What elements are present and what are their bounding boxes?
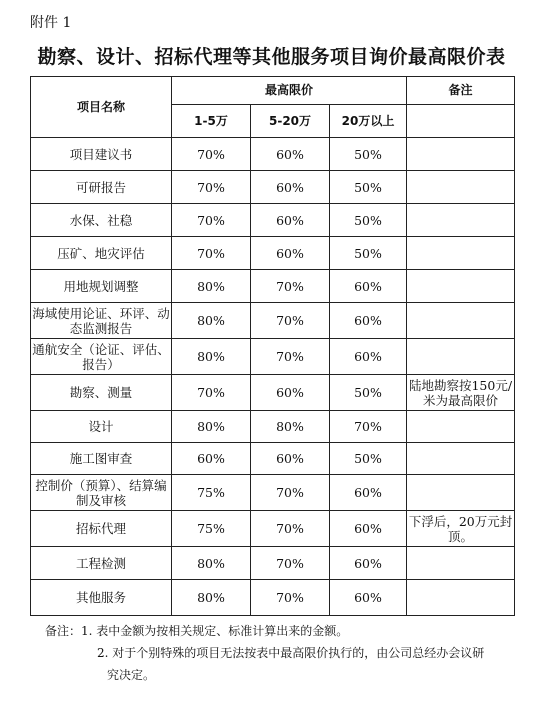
value-tier-3: 50%	[330, 138, 407, 171]
table-row	[31, 303, 515, 339]
row-remark	[407, 270, 515, 303]
row-name: 可研报告	[31, 171, 172, 204]
row-remark	[407, 475, 515, 511]
header-tier-1: 1-5万	[172, 105, 251, 138]
value-tier-2: 70%	[251, 270, 330, 303]
value-tier-1: 80%	[172, 270, 251, 303]
note-2-line-2: 究决定。	[107, 668, 156, 682]
value-tier-1: 70%	[172, 171, 251, 204]
value-tier-1: 80%	[172, 339, 251, 375]
value-tier-1: 60%	[172, 443, 251, 475]
value-tier-2: 80%	[251, 411, 330, 443]
header-project-name: 项目名称	[31, 77, 172, 138]
header-max-limit: 最高限价	[172, 77, 407, 105]
row-remark	[407, 339, 515, 375]
value-tier-2: 70%	[251, 339, 330, 375]
table-row	[31, 411, 515, 443]
row-name: 招标代理	[31, 511, 172, 547]
value-tier-3: 50%	[330, 171, 407, 204]
value-tier-2: 70%	[251, 303, 330, 339]
header-tier-3: 20万以上	[330, 105, 407, 138]
value-tier-1: 70%	[172, 237, 251, 270]
value-tier-1: 70%	[172, 375, 251, 411]
value-tier-3: 70%	[330, 411, 407, 443]
row-name: 项目建议书	[31, 138, 172, 171]
value-tier-2: 60%	[251, 237, 330, 270]
table-row	[31, 270, 515, 303]
value-tier-2: 70%	[251, 511, 330, 547]
table-row	[31, 443, 515, 475]
row-name: 通航安全（论证、评估、报告）	[31, 339, 172, 375]
value-tier-1: 75%	[172, 511, 251, 547]
row-name: 水保、社稳	[31, 204, 172, 237]
value-tier-3: 60%	[330, 475, 407, 511]
value-tier-1: 80%	[172, 547, 251, 580]
value-tier-3: 50%	[330, 443, 407, 475]
value-tier-3: 50%	[330, 204, 407, 237]
price-limit-table	[30, 76, 515, 616]
value-tier-3: 60%	[330, 547, 407, 580]
value-tier-3: 50%	[330, 237, 407, 270]
value-tier-2: 60%	[251, 171, 330, 204]
value-tier-1: 80%	[172, 580, 251, 616]
row-name: 施工图审查	[31, 443, 172, 475]
page-title: 勘察、设计、招标代理等其他服务项目询价最高限价表	[37, 46, 506, 68]
value-tier-3: 60%	[330, 511, 407, 547]
table-row	[31, 580, 515, 616]
row-remark	[407, 443, 515, 475]
note-1: 备注：1. 表中金额为按相关规定、标准计算出来的金额。	[45, 624, 349, 638]
header-remarks-empty	[407, 105, 515, 138]
value-tier-3: 60%	[330, 270, 407, 303]
value-tier-3: 50%	[330, 375, 407, 411]
row-remark	[407, 171, 515, 204]
attachment-label: 附件 1	[30, 15, 72, 31]
row-name: 勘察、测量	[31, 375, 172, 411]
table-row	[31, 475, 515, 511]
value-tier-2: 70%	[251, 547, 330, 580]
value-tier-2: 60%	[251, 443, 330, 475]
table-row	[31, 511, 515, 547]
value-tier-1: 70%	[172, 204, 251, 237]
table-row	[31, 138, 515, 171]
value-tier-3: 60%	[330, 339, 407, 375]
row-name: 海域使用论证、环评、动态监测报告	[31, 303, 172, 339]
value-tier-3: 60%	[330, 580, 407, 616]
value-tier-1: 70%	[172, 138, 251, 171]
row-name: 用地规划调整	[31, 270, 172, 303]
value-tier-2: 70%	[251, 580, 330, 616]
row-remark	[407, 303, 515, 339]
row-remark	[407, 580, 515, 616]
value-tier-3: 60%	[330, 303, 407, 339]
value-tier-1: 80%	[172, 303, 251, 339]
value-tier-2: 70%	[251, 475, 330, 511]
row-remark	[407, 411, 515, 443]
row-name: 其他服务	[31, 580, 172, 616]
row-name: 设计	[31, 411, 172, 443]
value-tier-2: 60%	[251, 138, 330, 171]
value-tier-2: 60%	[251, 375, 330, 411]
note-2-line-1: 2. 对于个别特殊的项目无法按表中最高限价执行的，由公司总经办会议研	[97, 646, 485, 660]
row-name: 控制价（预算）、结算编制及审核	[31, 475, 172, 511]
table-row	[31, 237, 515, 270]
table-row	[31, 171, 515, 204]
value-tier-1: 80%	[172, 411, 251, 443]
row-remark: 下浮后，20万元封顶。	[407, 511, 515, 547]
header-remarks: 备注	[407, 77, 515, 105]
value-tier-1: 75%	[172, 475, 251, 511]
row-remark: 陆地勘察按150元/米为最高限价	[407, 375, 515, 411]
table-row	[31, 339, 515, 375]
table-row	[31, 375, 515, 411]
row-remark	[407, 237, 515, 270]
row-name: 压矿、地灾评估	[31, 237, 172, 270]
header-tier-2: 5-20万	[251, 105, 330, 138]
row-name: 工程检测	[31, 547, 172, 580]
row-remark	[407, 204, 515, 237]
notes-section	[45, 620, 515, 686]
row-remark	[407, 138, 515, 171]
notes-label: 备注：	[45, 624, 82, 638]
value-tier-2: 60%	[251, 204, 330, 237]
row-remark	[407, 547, 515, 580]
table-row	[31, 204, 515, 237]
table-row	[31, 547, 515, 580]
